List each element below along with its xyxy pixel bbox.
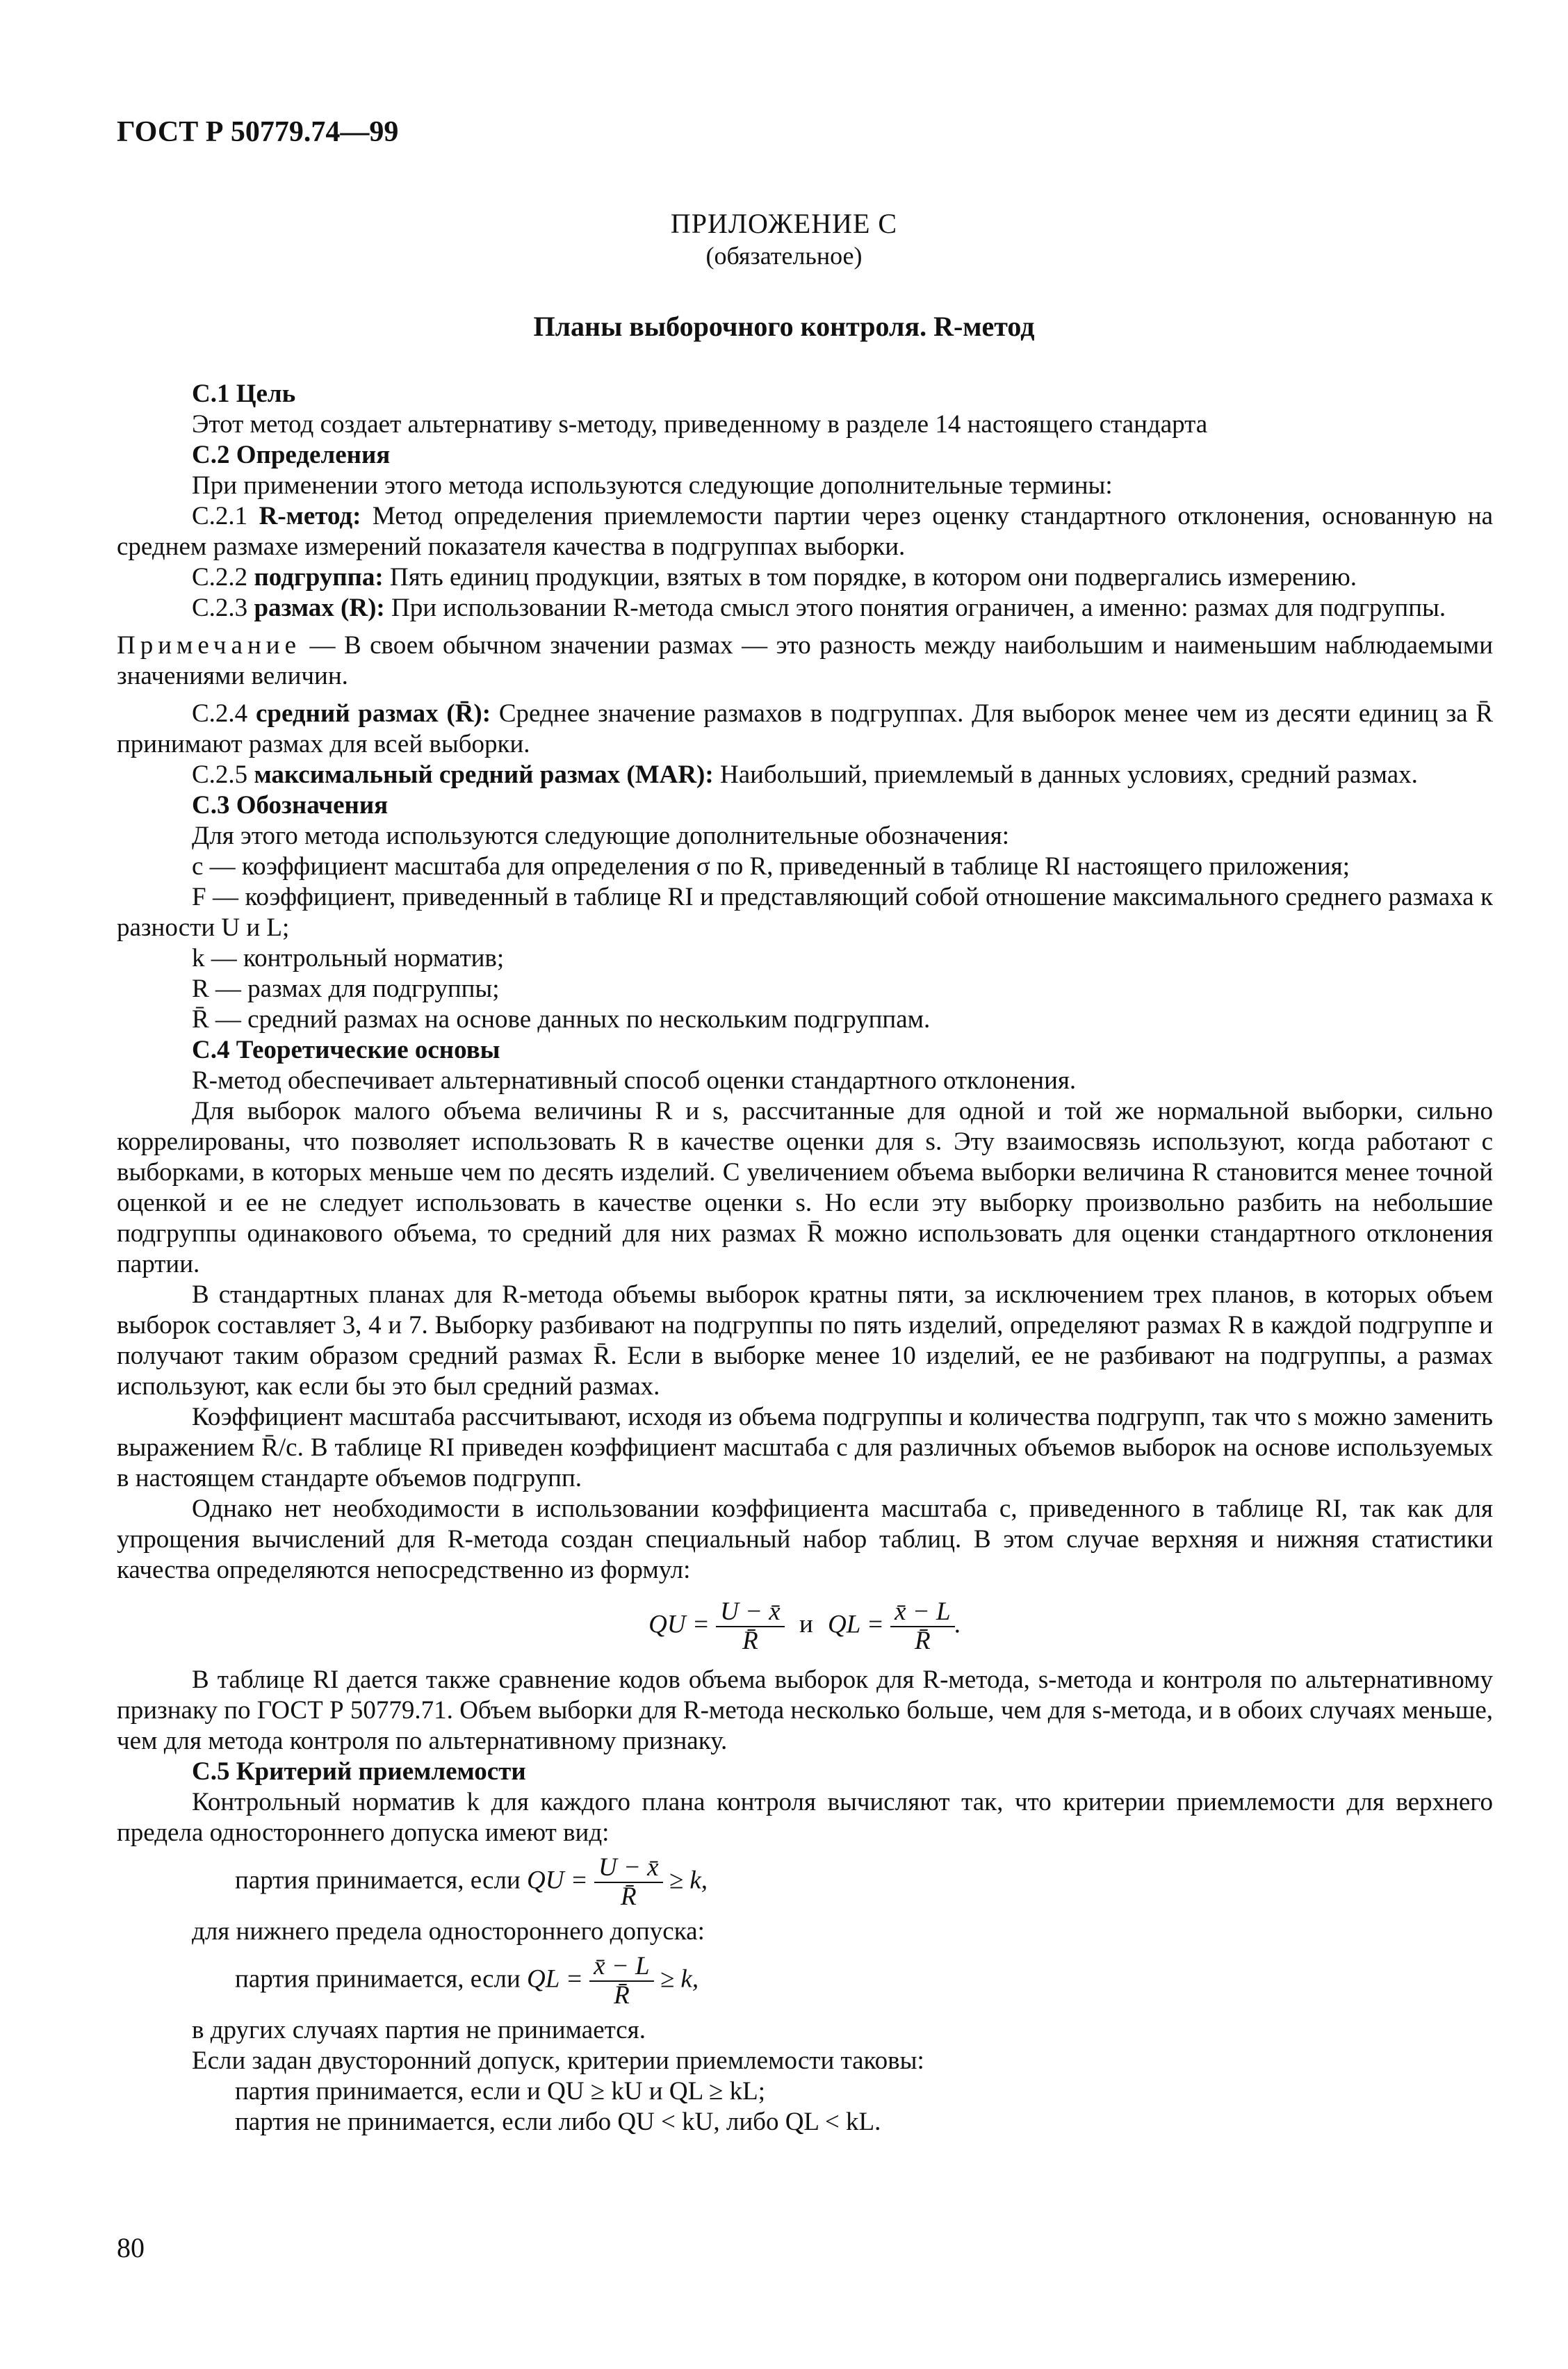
appendix-type: (обязательное) bbox=[705, 242, 863, 270]
quality-statistics-formula: QU = $\frac{U - x̄}{R̄}$ и QL = $\frac{x̄ - L}{R̄}$ . bbox=[648, 1597, 961, 1655]
two-sided-reject: партия не принимается, если либо QU < kU, либо QL < kL. bbox=[235, 2108, 881, 2136]
note: Примечание — В своем обычном значении размах — это разность между наибольшим и наименьшим наблюдаемыми значениями величин. bbox=[117, 631, 1493, 690]
c2-intro: При применении этого метода используются следующие дополнительные термины: bbox=[192, 471, 1113, 500]
upper-fraction: $\frac{U - x̄}{R̄}$ bbox=[594, 1854, 663, 1911]
appendix-title: ПРИЛОЖЕНИЕ С bbox=[670, 208, 898, 239]
c2-heading: С.2 Определения bbox=[192, 441, 391, 469]
section-title: Планы выборочного контроля. R-метод bbox=[533, 311, 1035, 342]
symbol-r: R — размах для подгруппы; bbox=[192, 975, 500, 1003]
definition-range: С.2.3 размах (R): При использовании R-метода смысл этого понятия ограничен, а именно: размах для подгруппы. bbox=[192, 594, 1446, 622]
c5-heading: С.5 Критерий приемлемости bbox=[192, 1757, 526, 1786]
qu-fraction: $\frac{U - x̄}{R̄}$ bbox=[716, 1598, 785, 1655]
c4-heading: С.4 Теоретические основы bbox=[192, 1036, 500, 1064]
c4-paragraph-4: Коэффициент масштаба рассчитывают, исходя из объема подгруппы и количества подгрупп, так что s можно заменить выражением R̄/c. В таблице RI приведен коэффициент масштаба c для различных объемов выборок на основе используемых в настоящем стандарте объемов подгрупп. bbox=[117, 1403, 1493, 1492]
lower-limit-text: для нижнего предела одностороннего допуска: bbox=[192, 1917, 705, 1946]
upper-acceptance-criterion: партия принимается, если QU = $\frac{U - x̄}{R̄}$ ≥ k, bbox=[235, 1853, 708, 1911]
lower-fraction: $\frac{x̄ - L}{R̄}$ bbox=[589, 1953, 653, 2010]
page-number: 80 bbox=[117, 2232, 145, 2263]
otherwise-text: в других случаях партия не принимается. bbox=[192, 2016, 646, 2044]
c4-paragraph-5: Однако нет необходимости в использовании коэффициента масштаба c, приведенного в таблице RI, так как для упрощения вычислений для R-метода создан специальный набор таблиц. В этом случае верхняя и нижняя статистики качества определяются непосредственно из формул: bbox=[117, 1495, 1493, 1584]
definition-r-method: С.2.1 R-метод: Метод определения приемлемости партии через оценку стандартного отклонения, основанную на среднем размахе измерений показателя качества в подгруппах выборки. bbox=[117, 502, 1494, 561]
definition-mar: С.2.5 максимальный средний размах (MAR): Наибольший, приемлемый в данных условиях, средний размах. bbox=[192, 760, 1418, 789]
document-body bbox=[117, 379, 1493, 2138]
definition-subgroup: С.2.2 подгруппа: Пять единиц продукции, взятых в том порядке, в котором они подвергались измерению. bbox=[192, 563, 1357, 592]
c5-paragraph-1: Контрольный норматив k для каждого плана контроля вычисляют так, что критерии приемлемости для верхнего предела одностороннего допуска имеют вид: bbox=[117, 1788, 1493, 1847]
c4-paragraph-1: R-метод обеспечивает альтернативный способ оценки стандартного отклонения. bbox=[192, 1066, 1077, 1095]
ql-fraction: $\frac{x̄ - L}{R̄}$ bbox=[890, 1598, 954, 1655]
document-header: ГОСТ Р 50779.74—99 bbox=[117, 116, 399, 148]
symbol-r-bar: R̄ — средний размах на основе данных по нескольким подгруппам. bbox=[192, 1005, 931, 1034]
definition-mean-range: С.2.4 средний размах (R̄): Среднее значение размахов в подгруппах. Для выборок менее чем из десяти единиц за R̄ принимают размах для всей выборки. bbox=[117, 699, 1494, 758]
two-sided-intro: Если задан двусторонний допуск, критерии приемлемости таковы: bbox=[192, 2046, 924, 2075]
symbol-c: c — коэффициент масштаба для определения σ по R, приведенный в таблице RI настоящего приложения; bbox=[192, 852, 1350, 881]
two-sided-accept: партия принимается, если и QU ≥ kU и QL ≥ kL; bbox=[235, 2077, 765, 2106]
c3-heading: С.3 Обозначения bbox=[192, 791, 389, 820]
lower-acceptance-criterion: партия принимается, если QL = $\frac{x̄ - L}{R̄}$ ≥ k, bbox=[235, 1952, 699, 2010]
c4-paragraph-3: В стандартных планах для R-метода объемы выборок кратны пяти, за исключением трех планов, в которых объем выборок составляет 3, 4 и 7. Выборку разбивают на подгруппы по пять изделий, определяют размах R в каждой подгруппе и получают таким образом средний размах R̄. Если в выборке менее 10 изделий, ее не разбивают на подгруппы, а размах используют, как если бы это был средний размах. bbox=[117, 1280, 1493, 1401]
c4-paragraph-6: В таблице RI дается также сравнение кодов объема выборок для R-метода, s-метода и контроля по альтернативному признаку по ГОСТ Р 50779.71. Объем выборки для R-метода несколько больше, чем для s-метода, и в обоих случаях меньше, чем для метода контроля по альтернативному признаку. bbox=[117, 1666, 1493, 1755]
c3-intro: Для этого метода используются следующие дополнительные обозначения: bbox=[192, 822, 1009, 850]
c4-paragraph-2: Для выборок малого объема величины R и s, рассчитанные для одной и той же нормальной выборки, сильно коррелированы, что позволяет использовать R в качестве оценки для s. Эту взаимосвязь используют, когда работают с выборками, в которых меньше чем по десять изделий. С увеличением объема выборки величина R становится менее точной оценкой и ее не следует использовать в качестве оценки s. Но если эту выборку произвольно разбить на небольшие подгруппы одинакового объема, то средний для них размах R̄ можно использовать для оценки стандартного отклонения партии. bbox=[117, 1097, 1493, 1278]
symbol-k: k — контрольный норматив; bbox=[192, 944, 505, 972]
c1-heading: С.1 Цель bbox=[192, 380, 296, 408]
symbol-f: F — коэффициент, приведенный в таблице RI и представляющий собой отношение максимального среднего размаха к разности U и L; bbox=[117, 883, 1493, 942]
c1-text: Этот метод создает альтернативу s-методу, приведенному в разделе 14 настоящего стандарта bbox=[192, 410, 1208, 439]
